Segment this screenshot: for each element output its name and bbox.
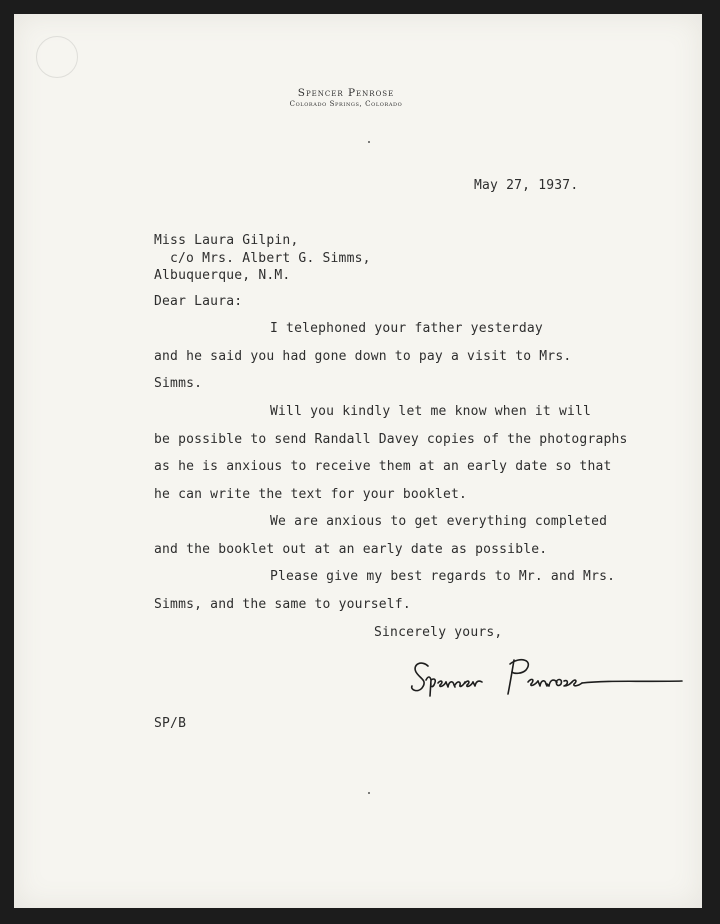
- letter-date: May 27, 1937.: [474, 178, 579, 193]
- paper-hole-mark: [36, 36, 78, 78]
- fold-mark-top: [368, 141, 370, 143]
- body-line: Please give my best regards to Mr. and Mrs.: [270, 569, 616, 584]
- fold-mark-bottom: [368, 792, 370, 794]
- body-line: and he said you had gone down to pay a visit to Mrs.: [154, 349, 572, 364]
- body-line: We are anxious to get everything completed: [270, 514, 608, 529]
- body-line: as he is anxious to receive them at an early date so that: [154, 459, 612, 474]
- recipient-line: Albuquerque, N.M.: [154, 268, 291, 283]
- signature-image: [406, 652, 686, 702]
- body-line: and the booklet out at an early date as possible.: [154, 542, 548, 557]
- letterhead-name: Spencer Penrose: [297, 87, 395, 99]
- closing: Sincerely yours,: [374, 625, 503, 640]
- body-line: Simms.: [154, 376, 203, 391]
- body-line: he can write the text for your booklet.: [154, 487, 468, 502]
- letter-page: [14, 14, 702, 908]
- recipient-line: c/o Mrs. Albert G. Simms,: [170, 251, 371, 266]
- body-line: be possible to send Randall Davey copies of the photographs: [154, 432, 628, 447]
- body-line: Simms, and the same to yourself.: [154, 597, 411, 612]
- salutation: Dear Laura:: [154, 294, 243, 309]
- letterhead-location: Colorado Springs, Colorado: [289, 100, 403, 108]
- body-line: I telephoned your father yesterday: [270, 321, 543, 336]
- typist-initials: SP/B: [154, 716, 187, 731]
- body-line: Will you kindly let me know when it will: [270, 404, 592, 419]
- recipient-line: Miss Laura Gilpin,: [154, 233, 299, 248]
